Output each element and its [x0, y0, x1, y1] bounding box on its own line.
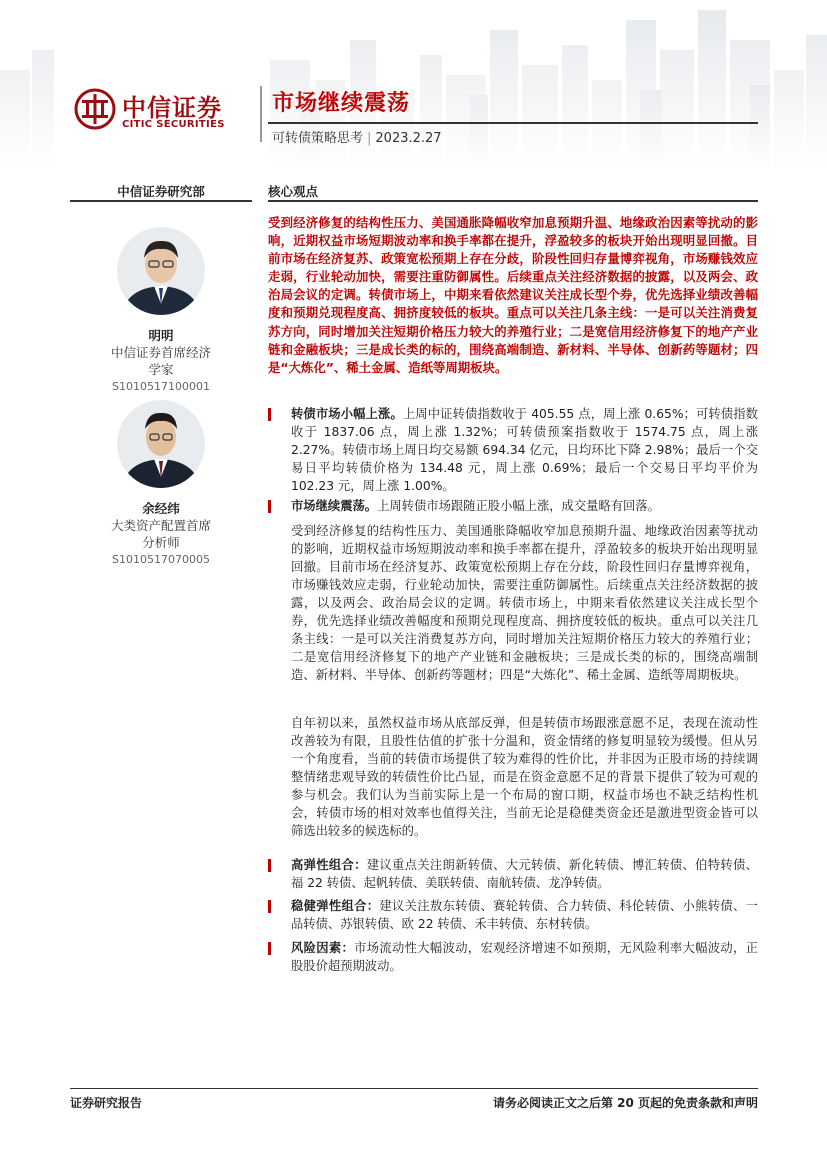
report-date: 2023.2.27 [375, 131, 442, 146]
bullet-lead: 市场继续震荡。 [291, 499, 378, 513]
bullet-lead: 风险因素： [291, 941, 355, 955]
bullet-marker [268, 900, 271, 913]
title-divider [260, 86, 262, 142]
bullet-marker [268, 408, 271, 421]
analyst-photo [116, 226, 206, 316]
bullet-body: 建议关注敖东转债、赛轮转债、合力转债、科伦转债、小熊转债、一品转债、苏银转债、欧 22 转债、禾丰转债、东材转债。 [291, 899, 758, 931]
analyst-title [70, 344, 252, 378]
core-view-summary: 受到经济修复的结构性压力、美国通胀降幅收窄加息预期升温、地缘政治因素等扰动的影响，近期权益市场短期波动率和换手率都在提升，浮盈较多的板块开始出现明显回撤。目前市场在经济复苏、政策宽松预期上存在分歧，阶段性回归存量博弈视角，市场赚钱效应走弱，行业轮动加快，需要注重防御属性。后续重点关注经济数据的披露，以及两会、政治局会议的定调。转债市场上，中期来看依然建议关注成长型个券，优先选择业绩改善幅度和预期兑现程度高、拥挤度较低的板块。重点可以关注几条主线：一是可以关注消费复苏方向，同时增加关注短期价格压力较大的养殖行业；二是宽信用经济修复下的地产产业链和金融板块；三是成长类的标的，围绕高端制造、新材料、半导体、创新药等题材；四是“大炼化”、稀土金属、造纸等周期板块。 [268, 215, 758, 375]
analyst-name: 余经纬 [142, 501, 180, 516]
bullet-lead: 稳健弹性组合： [291, 899, 380, 913]
bullet-body: 上周转债市场跟随正股小幅上涨，成交量略有回落。 [377, 499, 660, 513]
bullet-item [268, 856, 758, 892]
logo-english: CITIC SECURITIES [122, 119, 225, 130]
bullet-item [268, 497, 758, 515]
analyst-card [70, 226, 252, 393]
bullet-body: 市场流动性大幅波动，宏观经济增速不如预期，无风险利率大幅波动，正股股价超预期波动。 [291, 941, 758, 973]
bullet-marker [268, 942, 271, 955]
analyst-title-line: 分析师 [142, 535, 180, 550]
analyst-card [70, 399, 252, 566]
sidebar-heading-rule [70, 200, 252, 202]
citic-logo [74, 86, 254, 136]
footer-disclaimer: 请务必阅读正文之后第 20 页起的免责条款和声明 [492, 1096, 758, 1110]
analyst-title [70, 517, 252, 551]
footer-rule [70, 1088, 758, 1089]
bullet-body: 上周中证转债指数收于 405.55 点，周上涨 0.65%；可转债指数收于 1837.06 点，周上涨 1.32%；可转债预案指数收于 1574.75 点，周上涨 2.27%。转债市场上周日均交易额 694.34 亿元，日均环比下降 2.98%；最后一个交易日平均转债价格为 134.48 元，周上涨 0.69%；最后一个交易日平均平价为 102.23 元，周上涨 1.00%。 [291, 407, 758, 493]
bullet-text [291, 497, 758, 515]
analyst-photo [116, 399, 206, 489]
bullet-item [268, 897, 758, 933]
logo-chinese: 中信证券 [122, 94, 222, 122]
main-heading-rule [268, 200, 758, 202]
bullet-item [268, 405, 758, 495]
analyst-title-line: 学家 [148, 362, 174, 377]
bullet-text [291, 856, 758, 892]
analyst-name: 明明 [148, 328, 174, 343]
analyst-title-line: 大类资产配置首席 [110, 518, 211, 533]
citic-emblem-icon [74, 88, 116, 130]
subtitle-separator: | [367, 131, 372, 146]
page-subtitle [272, 127, 442, 146]
bullet-lead: 高弹性组合： [291, 858, 367, 872]
bullet-item [268, 939, 758, 975]
bullet-text [291, 939, 758, 975]
footer-report-type: 证券研究报告 [70, 1096, 143, 1110]
analyst-cert-number: S1010517070005 [112, 553, 210, 566]
bullet-lead: 转债市场小幅上涨。 [291, 407, 403, 421]
title-rule [268, 122, 758, 124]
subtitle-text: 可转债策略思考 [272, 131, 364, 146]
body-paragraph: 受到经济修复的结构性压力、美国通胀降幅收窄加息预期升温、地缘政治因素等扰动的影响，近期权益市场短期波动率和换手率都在提升，浮盈较多的板块开始出现明显回撤。目前市场在经济复苏、政策宽松预期上存在分歧，阶段性回归存量博弈视角，市场赚钱效应走弱，行业轮动加快，需要注重防御属性。后续重点关注经济数据的披露，以及两会、政治局会议的定调。转债市场上，中期来看依然建议关注成长型个券，优先选择业绩改善幅度和预期兑现程度高、拥挤度较低的板块。重点可以关注几条主线：一是可以关注消费复苏方向，同时增加关注短期价格压力较大的养殖行业；二是宽信用经济修复下的地产产业链和金融板块；三是成长类的标的，围绕高端制造、新材料、半导体、创新药等题材；四是“大炼化”、稀土金属、造纸等周期板块。 [291, 524, 758, 682]
bullet-marker [268, 500, 271, 513]
body-paragraph: 自年初以来，虽然权益市场从底部反弹，但是转债市场跟涨意愿不足，表现在流动性改善较为有限，且股性估值的扩张十分温和，资金情绪的修复明显较为缓慢。但从另一个角度看，当前的转债市场提供了较为难得的性价比，并非因为正股市场的持续调整情绪悲观导致的转债性价比凸显，而是在资金意愿不足的背景下提供了较为可观的参与机会。我们认为当前实际上是一个布局的窗口期，权益市场也不缺乏结构性机会，转债市场的相对效率也值得关注，当前无论是稳健类资金还是激进型资金皆可以筛选出较多的候选标的。 [291, 716, 758, 838]
bullet-marker [268, 859, 271, 872]
page-title: 市场继续震荡 [272, 91, 411, 116]
bullet-text [291, 405, 758, 495]
bullet-body: 建议重点关注朗新转债、大元转债、新化转债、博汇转债、伯特转债、福 22 转债、起帆转债、美联转债、南航转债、龙净转债。 [291, 858, 758, 890]
analyst-title-line: 中信证券首席经济 [110, 345, 211, 360]
research-dept-heading: 中信证券研究部 [117, 184, 205, 199]
analyst-cert-number: S1010517100001 [112, 380, 210, 393]
core-view-heading: 核心观点 [268, 184, 319, 199]
bullet-text [291, 897, 758, 933]
